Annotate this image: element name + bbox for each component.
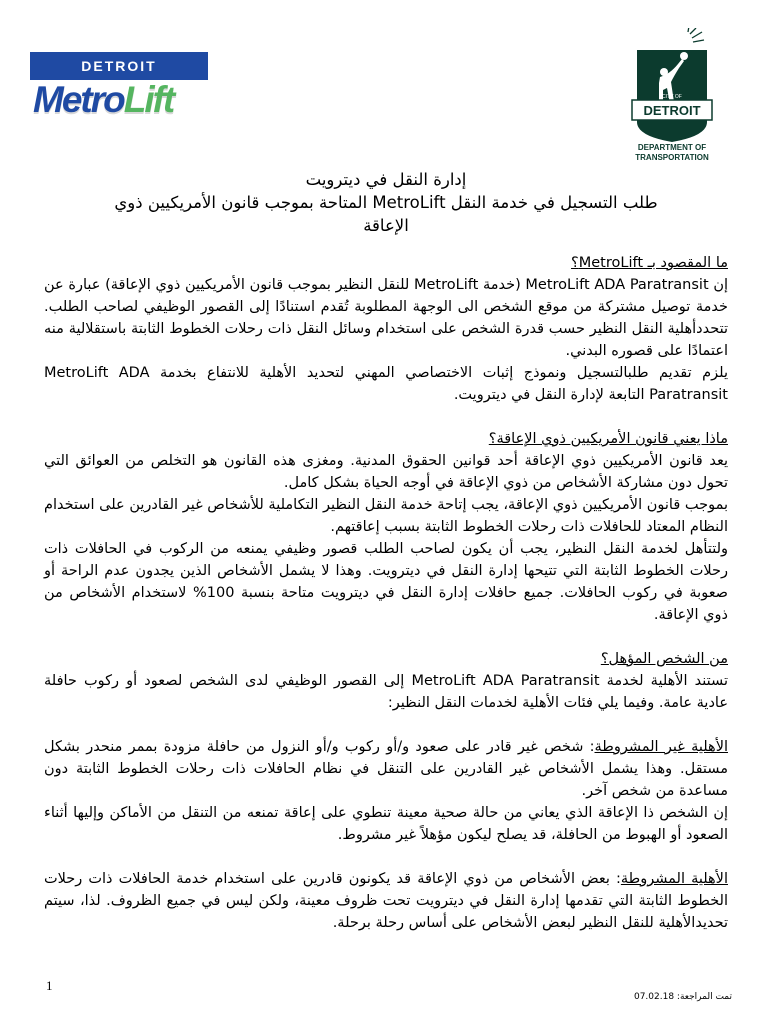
section-paragraph: يعد قانون الأمريكيين ذوي الإعاقة أحد قوانين الحقوق المدنية. ومغزى هذه القانون هو التخلص من العوائق التي تحول دون مشاركة الأشخاص من ذوي الإعاقة في أوجه الحياة بشكل كامل. (44, 453, 728, 491)
page-number: 1 (46, 978, 53, 993)
title-line-1: إدارة النقل في ديترويت (305, 170, 467, 189)
metrolift-word-main: Metro (33, 79, 124, 120)
conditional-eligibility (44, 868, 728, 934)
section-paragraph: يلزم تقديم طلبالتسجيل ونموذج إثبات الاختصاصي المهني لتحديد الأهلية للانتفاع بخدمة MetroLift ADA Paratransit التابعة لإدارة النقل في ديترويت. (44, 365, 728, 403)
unconditional-eligibility (44, 736, 728, 802)
section-paragraph: إن MetroLift ADA Paratransit (خدمة MetroLift للنقل النظير بموجب قانون الأمريكيين ذوي الإعاقة) عبارة عن خدمة توصيل مشتركة من موقع الشخص الى الوجهة المطلوبة تُقدم استنادًا إلى القصور الوظيفي لصاحب الطلب. تتحددأهلية النقل النظير حسب قدرة الشخص على استخدام وسائل النقل ذات رحلات الخطوط الثابتة باستقلالية منه اعتمادًا على قصوره البدني. (44, 277, 729, 359)
title-line-2: طلب التسجيل في خدمة النقل MetroLift المتاحة بموجب قانون الأمريكيين ذوي (114, 193, 658, 212)
section-paragraph: تستند الأهلية لخدمة MetroLift ADA Paratransit إلى القصور الوظيفي لدى الشخص لصعود أو ركوب حافلة عادية عامة. وفيما يلي فئات الأهلية لخدمات النقل النظير: (44, 673, 729, 711)
section-paragraph: إن الشخص ذا الإعاقة الذي يعاني من حالة صحية معينة تنطوي على إعاقة تمنعه من التنقل من الأماكن وإليها أثناء الصعود أو الهبوط من الحافلة، قد يصلح ليكون مؤهلاً غير مشروط. (44, 805, 728, 843)
section-heading-eligibility: من الشخص المؤهل؟ (600, 651, 728, 667)
metrolift-logo (30, 52, 208, 122)
dot-dept-line-2: TRANSPORTATION (635, 153, 709, 162)
conditional-eligibility-label: الأهلية المشروطة (620, 871, 728, 887)
conditional-eligibility-text: : بعض الأشخاص من ذوي الإعاقة قد يكونون قادرين على استخدام خدمة الحافلات ذات رحلات الخطوط الثابتة التي تقدمها إدارة النقل في ديترويت تحت ظروف معينة، ولكن ليس في جميع الظروف. لذا، سيتم تحديدالأهلية للنقل النظير لبعض الأشخاص على أساس رحلة برحلة. (44, 871, 728, 931)
document-title (44, 168, 728, 237)
metrolift-word-accent: Lift (123, 79, 174, 120)
unconditional-eligibility-label: الأهلية غير المشروطة (594, 739, 728, 755)
metrolift-logo-banner: DETROIT (30, 52, 208, 80)
document-body (44, 168, 728, 934)
section-heading-ada: ماذا يعني قانون الأمريكيين ذوي الإعاقة؟ (488, 431, 728, 447)
section-paragraph: ولتتأهل لخدمة النقل النظير، يجب أن يكون لصاحب الطلب قصور وظيفي يمنعه من الركوب في الحافلات ذات رحلات الخطوط الثابتة التي تتيحها إدارة النقل في ديترويت. وهذا لا يشمل الأشخاص الذين يجدون عدم الراحة أو صعوبة في ركوب الحافلات. جميع حافلات إدارة النقل في ديترويت متاحة بنسبة 100% لاستخدام الأشخاص من ذوي الإعاقة. (44, 541, 728, 623)
dot-logo-seal-text: CITY OF (662, 94, 682, 100)
section-heading-metrolift: ما المقصود بـ MetroLift؟ (571, 255, 728, 271)
title-line-3: الإعاقة (363, 216, 409, 235)
dot-dept-line-1: DEPARTMENT OF (637, 143, 707, 152)
section-paragraph: بموجب قانون الأمريكيين ذوي الإعاقة، يجب إتاحة خدمة النقل النظير التكاملية للأشخاص غير القادرين على استخدام النظام المعتاد للحافلات ذات رحلات الخطوط الثابتة بسبب إعاقتهم. (44, 497, 728, 535)
dot-department-caption (616, 143, 728, 163)
metrolift-logo-wordmark (30, 80, 208, 120)
revision-date: تمت المراجعة: 07.02.18 (633, 992, 732, 1002)
dot-logo-city: DETROIT (643, 103, 701, 118)
unconditional-eligibility-text: : شخص غير قادر على صعود و/أو ركوب و/أو النزول من حافلة مزودة بممر منحدر بشكل مستقل. وهذا يشمل الأشخاص غير القادرين على التنقل في نظام الحافلات ذات رحلات الخطوط الثابتة دون مساعدة من شخص آخر. (44, 739, 728, 799)
